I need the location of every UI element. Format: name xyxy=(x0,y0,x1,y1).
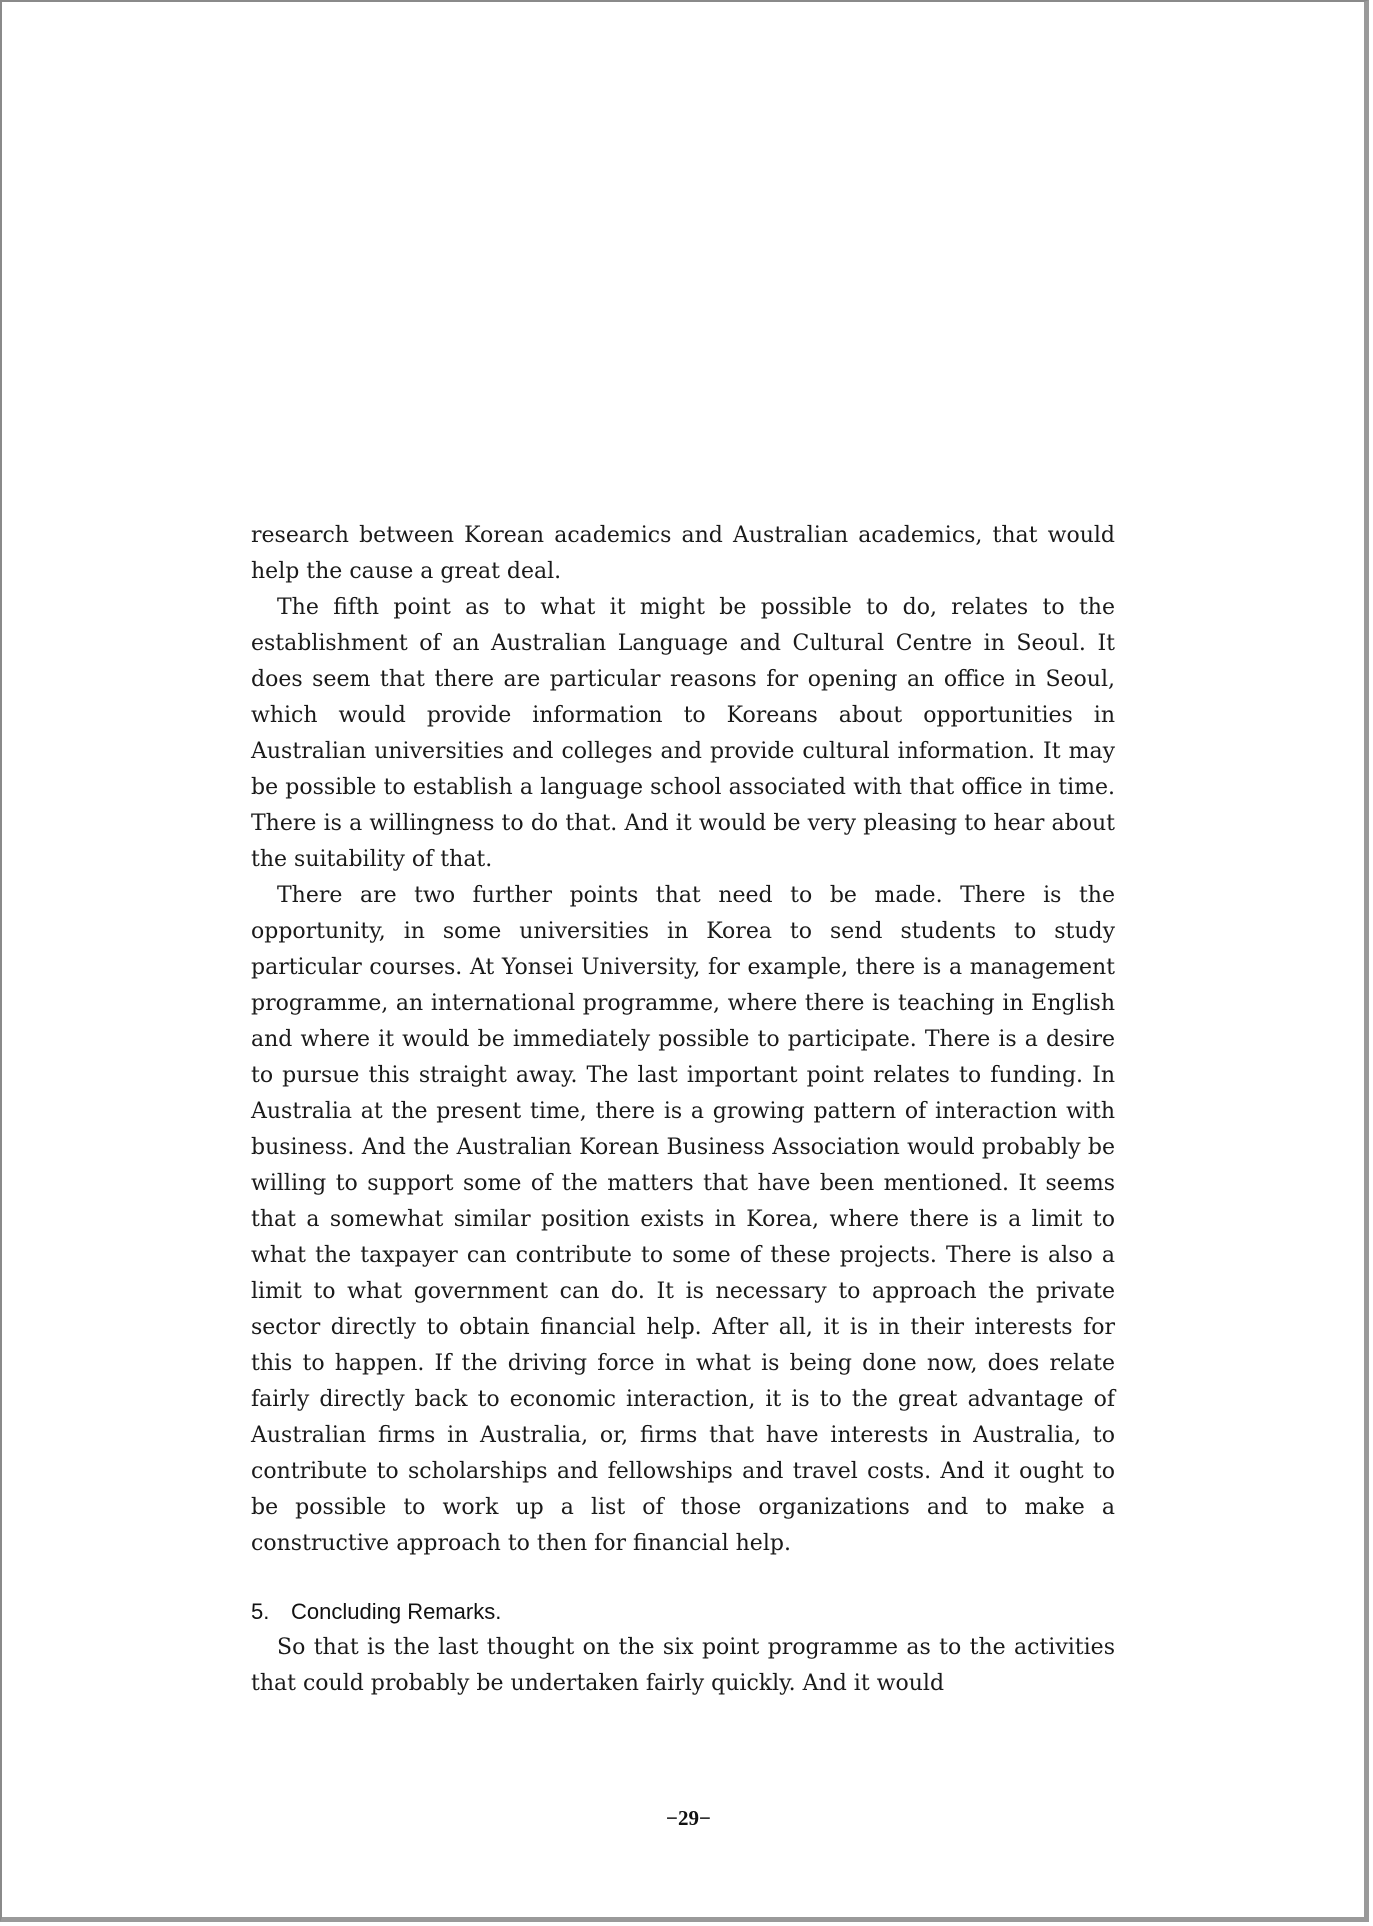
body-text xyxy=(251,518,1115,1702)
section-title: Concluding Remarks. xyxy=(291,1599,502,1624)
page-number: −29− xyxy=(666,1806,711,1830)
paragraph-continuation: research between Korean academics and Australian academics, that would help the cause a great deal. xyxy=(251,523,1115,584)
paragraph-further-points: There are two further points that need to be made. There is the opportunity, in some universities in Korea to send students to study particular courses. At Yonsei University, for example, there is a management programme, an international programme, where there is teaching in English and where it would be immediately possible to participate. There is a desire to pursue this straight away. The last important point relates to funding. In Australia at the present time, there is a growing pattern of interaction with business. And the Australian Korean Business Association would probably be willing to support some of the matters that have been mentioned. It seems that a somewhat similar position exists in Korea, where there is a limit to what the taxpayer can contribute to some of these projects. There is also a limit to what government can do. It is necessary to approach the private sector directly to obtain financial help. After all, it is in their interests for this to happen. If the driving force in what is being done now, does relate fairly directly back to economic interaction, it is to the great advantage of Australian firms in Australia, or, firms that have interests in Australia, to contribute to scholarships and fellowships and travel costs. And it ought to be possible to work up a list of those organizations and to make a constructive approach to then for financial help. xyxy=(251,883,1115,1556)
paragraph-concluding: So that is the last thought on the six point programme as to the activities that could probably be undertaken fairly quickly. And it would xyxy=(251,1635,1115,1696)
paragraph-fifth-point: The fifth point as to what it might be possible to do, relates to the establishment of an Australian Language and Cultural Centre in Seoul. It does seem that there are particular reasons for opening an office in Seoul, which would provide information to Koreans about opportunities in Australian universities and colleges and provide cultural information. It may be possible to establish a language school associated with that office in time. There is a willingness to do that. And it would be very pleasing to hear about the suitability of that. xyxy=(251,595,1115,872)
section-heading xyxy=(251,1594,1115,1630)
section-number: 5. xyxy=(251,1599,270,1624)
